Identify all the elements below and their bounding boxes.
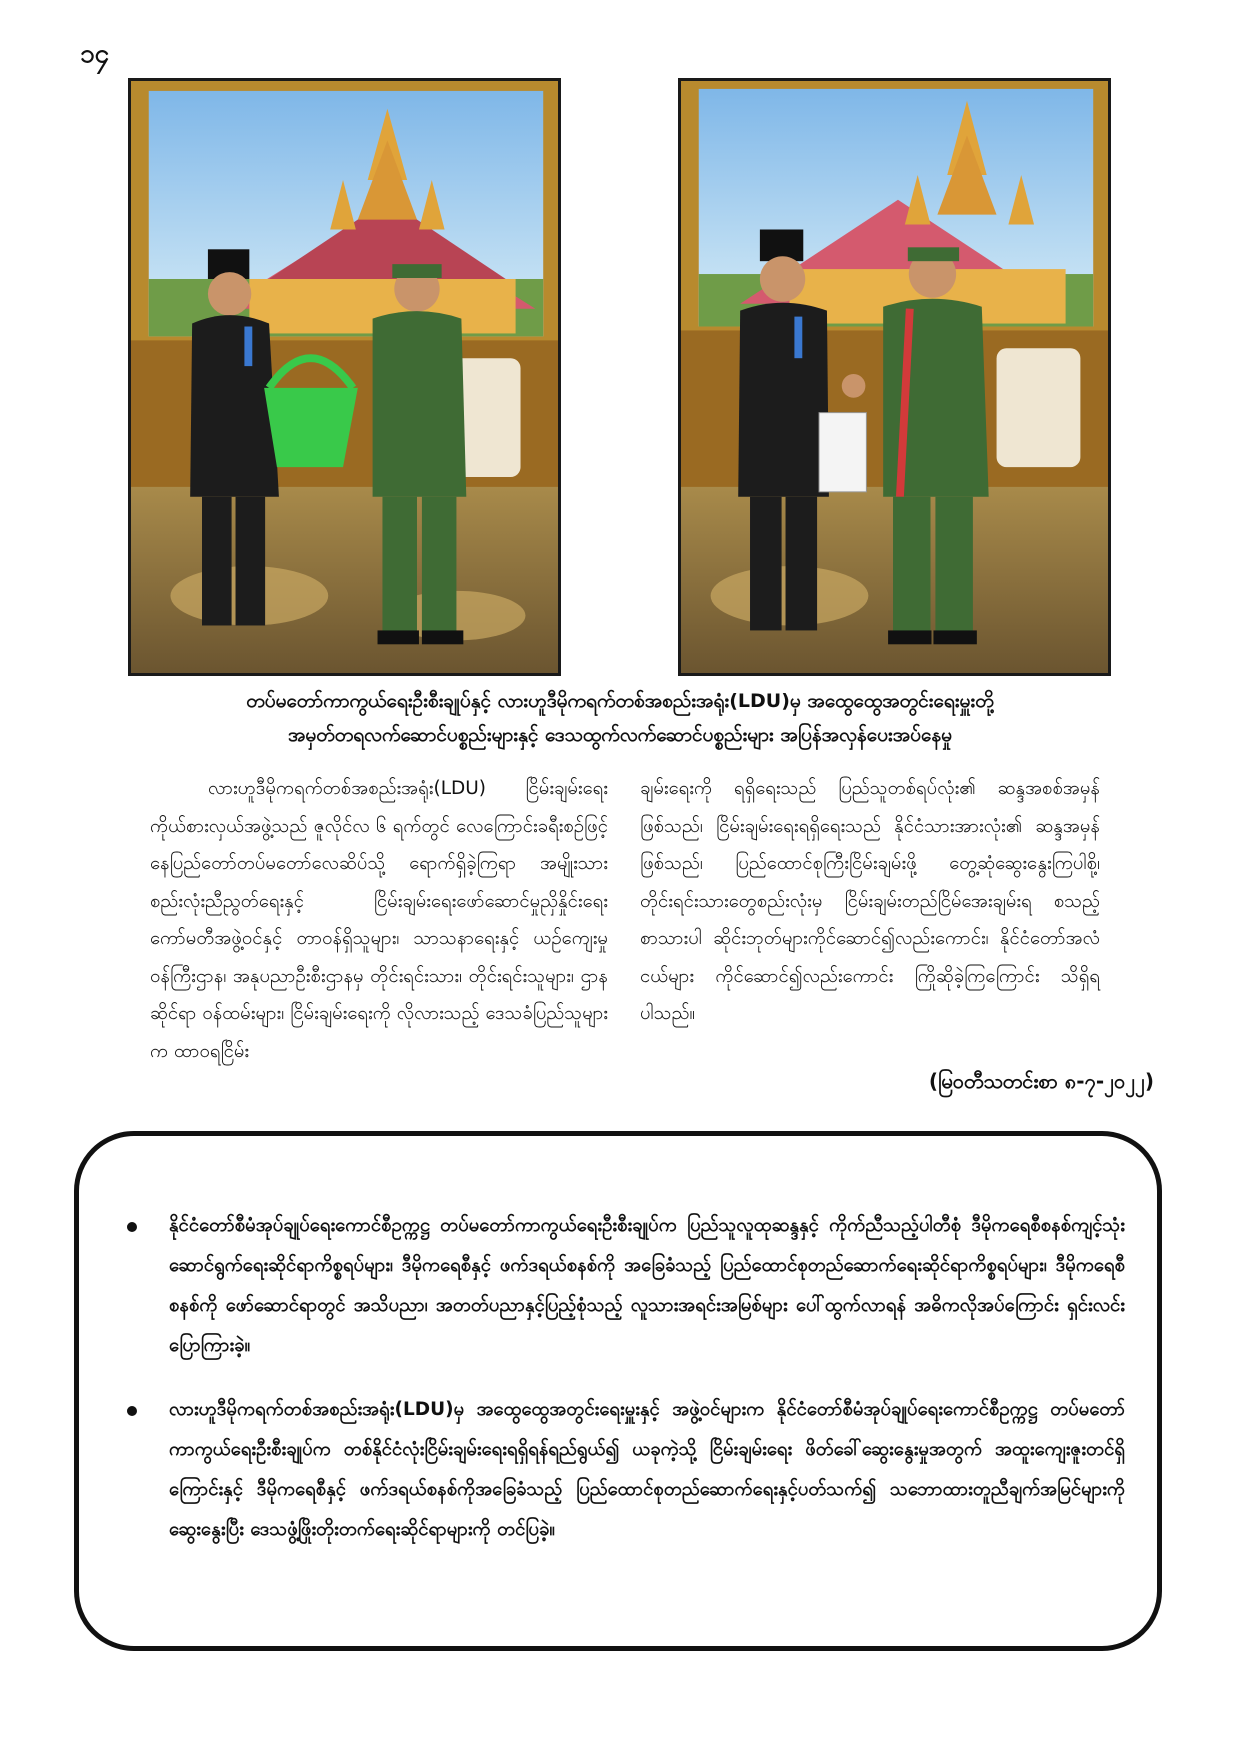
photo-handshake [678, 78, 1111, 676]
article-column-left: လားဟူဒီမိုကရက်တစ်အစည်းအရုံး(LDU) ငြိမ်းချမ်းရေးကိုယ်စားလှယ်အဖွဲ့သည် ဇူလိုင်လ ၆ ရက်တွင် လေကြောင်းခရီးစဉ်ဖြင့် နေပြည်တော်တပ်မတော်လေဆိပ်သို့ ရောက်ရှိခဲ့ကြရာ အမျိုးသားစည်းလုံးညီညွတ်ရေးနှင့် ငြိမ်းချမ်းရေးဖော်ဆောင်မှုညှိနှိုင်းရေးကော်မတီအဖွဲ့ဝင်နှင့် တာဝန်ရှိသူများ၊ သာသနာရေးနှင့် ယဉ်ကျေးမှုဝန်ကြီးဌာန၊ အနုပညာဦးစီးဌာနမှ တိုင်းရင်းသား၊ တိုင်းရင်းသူများ၊ ဌာနဆိုင်ရာ ဝန်ထမ်းများ၊ ငြိမ်းချမ်းရေးကို လိုလားသည့် ဒေသခံပြည်သူများက ထာဝရငြိမ်း [150, 778, 608, 1062]
summary-item [115, 1206, 1125, 1366]
page-number: ၁၄ [80, 39, 110, 69]
article-column-right: ချမ်းရေးကို ရရှိရေးသည် ပြည်သူတစ်ရပ်လုံး၏ ဆန္ဒအစစ်အမှန်ဖြစ်သည်၊ ငြိမ်းချမ်းရေးရရှိရေးသည် နိုင်ငံသားအားလုံး၏ ဆန္ဒအမှန်ဖြစ်သည်၊ ပြည်ထောင်စုကြီးငြိမ်းချမ်းဖို့ တွေ့ဆုံဆွေးနွေးကြပါစို့၊ တိုင်းရင်းသားတွေစည်းလုံးမှ ငြိမ်းချမ်းတည်ငြိမ်အေးချမ်းရ စသည့်စာသားပါ ဆိုင်းဘုတ်များကိုင်ဆောင်၍လည်းကောင်း၊ နိုင်ငံတော်အလံငယ်များ ကိုင်ဆောင်၍လည်းကောင်း ကြိုဆိုခဲ့ကြကြောင်း သိရှိရပါသည်။ [640, 778, 1100, 1024]
summary-item-text: နိုင်ငံတော်စီမံအုပ်ချုပ်ရေးကောင်စီဥက္ကဋ္ဌ တပ်မတော်ကာကွယ်ရေးဦးစီးချုပ်က ပြည်သူလူထုဆန္ဒနှင့် ကိုက်ညီသည့်ပါတီစုံ ဒီမိုကရေစီစနစ်ကျင့်သုံးဆောင်ရွက်ရေးဆိုင်ရာကိစ္စရပ်များ၊ ဒီမိုကရေစီနှင့် ဖက်ဒရယ်စနစ်ကို အခြေခံသည့် ပြည်ထောင်စုတည်ဆောက်ရေးဆိုင်ရာကိစ္စရပ်များ၊ ဒီမိုကရေစီစနစ်ကို ဖော်ဆောင်ရာတွင် အသိပညာ၊ အတတ်ပညာနှင့်ပြည့်စုံသည့် လူသားအရင်းအမြစ်များ ပေါ်ထွက်လာရန် အဓိကလိုအပ်ကြောင်း ရှင်းလင်းပြောကြားခဲ့။ [169, 1215, 1125, 1356]
photo-gift-basket-image [131, 81, 558, 673]
article-source: (မြဝတီသတင်းစာ ၈-၇-၂၀၂၂) [928, 1069, 1154, 1093]
photo-handshake-image [681, 81, 1108, 673]
bullet-icon [127, 1406, 137, 1416]
caption-line-2: အမှတ်တရလက်ဆောင်ပစ္စည်းများနှင့် ဒေသထွက်လက်ဆောင်ပစ္စည်းများ အပြန်အလှန်ပေးအပ်နေမှု [287, 724, 953, 746]
summary-item-text: လားဟူဒီမိုကရက်တစ်အစည်းအရုံး(LDU)မှ အထွေထွေအတွင်းရေးမှူးနှင့် အဖွဲ့ဝင်များက နိုင်ငံတော်စီမံအုပ်ချုပ်ရေးကောင်စီဥက္ကဋ္ဌ တပ်မတော်ကာကွယ်ရေးဦးစီးချုပ်က တစ်နိုင်ငံလုံးငြိမ်းချမ်းရေးရရှိရန်ရည်ရွယ်၍ ယခုကဲ့သို့ ငြိမ်းချမ်းရေး ဖိတ်ခေါ်ဆွေးနွေးမှုအတွက် အထူးကျေးဇူးတင်ရှိကြောင်းနှင့် ဒီမိုကရေစီနှင့် ဖက်ဒရယ်စနစ်ကိုအခြေခံသည့် ပြည်ထောင်စုတည်ဆောက်ရေးနှင့်ပတ်သက်၍ သဘောထားတူညီချက်အမြင်များကို ဆွေးနွေးပြီး ဒေသဖွံ့ဖြိုးတိုးတက်ရေးဆိုင်ရာများကို တင်ပြခဲ့။ [169, 1399, 1125, 1540]
summary-list [115, 1206, 1125, 1574]
summary-item [115, 1390, 1125, 1550]
bullet-icon [127, 1222, 137, 1232]
summary-box [74, 1131, 1162, 1651]
photo-caption [120, 684, 1120, 752]
caption-line-1: တပ်မတော်ကာကွယ်ရေးဦးစီးချုပ်နှင့် လားဟူဒီမိုကရက်တစ်အစည်းအရုံး(LDU)မှ အထွေထွေအတွင်းရေးမှူးတို့ [246, 690, 994, 712]
photo-gift-basket [128, 78, 561, 676]
